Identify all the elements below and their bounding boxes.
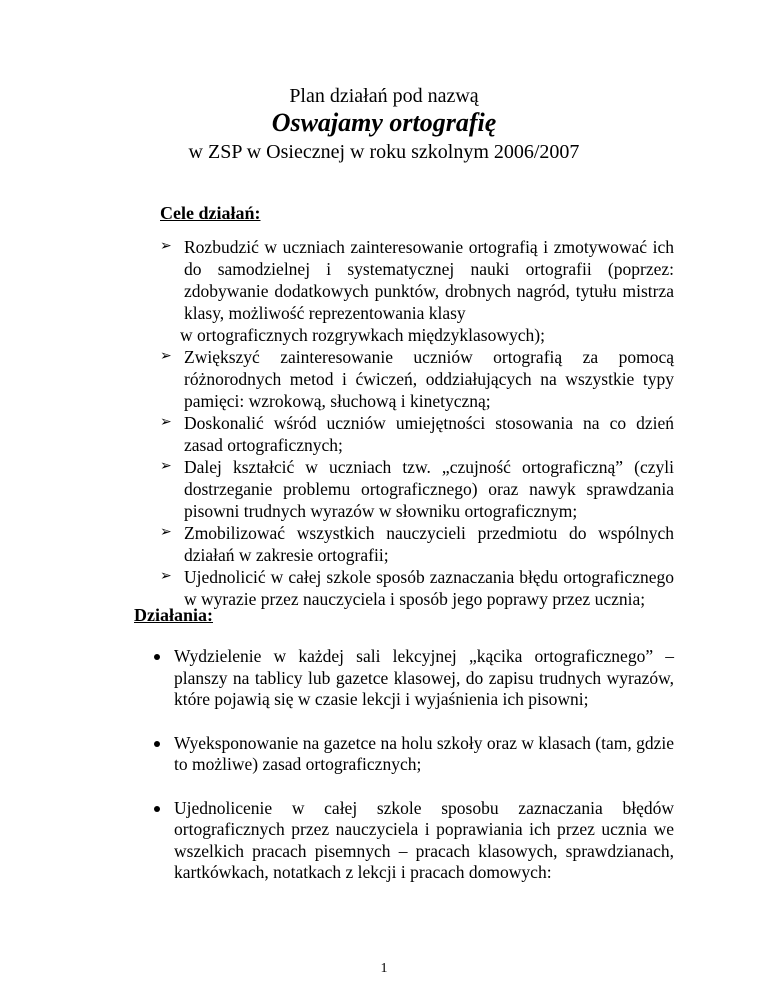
actions-list: [154, 646, 674, 906]
document-title: Oswajamy ortografię: [271, 108, 497, 137]
goal-item-text: Zmobilizować wszystkich nauczycieli przedmiotu do wspólnych działań w zakresie ortografii;: [184, 523, 674, 565]
goal-item: [160, 522, 674, 566]
goal-item-text: Rozbudzić w uczniach zainteresowanie ortografią i zmotywować ich do samodzielnej i systematycznej nauki ortografii (poprzez: zdobywanie dodatkowych punktów, drobnych nagród, tytułu mistrza klasy, możliwość reprezentowania klasy: [184, 237, 674, 323]
document-subtitle: w ZSP w Osiecznej w roku szkolnym 2006/2007: [188, 141, 580, 163]
arrow-bullet-icon: ➢: [160, 239, 172, 254]
goal-item: [160, 236, 674, 346]
goal-item-text: Dalej kształcić w uczniach tzw. „czujność ortograficzną” (czyli dostrzeganie problemu ortograficznego) oraz nawyk sprawdzania pisowni trudnych wyrazów w słowniku ortograficznym;: [184, 457, 674, 521]
action-item-text: Wyeksponowanie na gazetce na holu szkoły oraz w klasach (tam, gdzie to możliwe) zasad ortograficznych;: [174, 732, 674, 774]
goal-item: [160, 346, 674, 412]
actions-heading: Działania:: [134, 605, 213, 625]
action-item: [154, 646, 674, 711]
goal-item-text: Zwiększyć zainteresowanie uczniów ortografią za pomocą różnorodnych metod i ćwiczeń, oddziałujących na wszystkie typy pamięci: wzrokową, słuchową i kinetyczną;: [184, 347, 674, 411]
arrow-bullet-icon: ➢: [160, 349, 172, 364]
page-number: 1: [380, 961, 388, 976]
arrow-bullet-icon: ➢: [160, 525, 172, 540]
goal-item-continuation: w ortograficznych rozgrywkach międzyklasowych);: [180, 325, 545, 345]
bullet-dot-icon: [154, 654, 160, 660]
action-item: [154, 733, 674, 776]
goal-item: [160, 456, 674, 522]
arrow-bullet-icon: ➢: [160, 569, 172, 584]
action-item-text: Wydzielenie w każdej sali lekcyjnej „kącika ortograficznego” – planszy na tablicy lub gazetce klasowej, do zapisu trudnych wyrazów, które pojawią się w czasie lekcji i wyjaśnienia ich pisowni;: [174, 646, 674, 709]
goal-item: [160, 566, 674, 610]
goal-item: [160, 412, 674, 456]
arrow-bullet-icon: ➢: [160, 459, 172, 474]
bullet-dot-icon: [154, 741, 160, 747]
goals-heading: Cele działań:: [160, 203, 261, 223]
goal-item-text: Doskonalić wśród uczniów umiejętności stosowania na co dzień zasad ortograficznych;: [184, 413, 674, 455]
arrow-bullet-icon: ➢: [160, 415, 172, 430]
document-pre-title: Plan działań pod nazwą: [289, 85, 479, 107]
goals-list: [160, 236, 674, 610]
bullet-dot-icon: [154, 806, 160, 812]
action-item: [154, 798, 674, 884]
action-item-text: Ujednolicenie w całej szkole sposobu zaznaczania błędów ortograficznych przez nauczyciela i poprawiania ich przez ucznia we wszelkich pracach pisemnych – pracach klasowych, sprawdzianach, kartkówkach, notatkach z lekcji i pracach domowych:: [174, 797, 674, 882]
goal-item-text: Ujednolicić w całej szkole sposób zaznaczania błędu ortograficznego w wyrazie przez nauczyciela i sposób jego poprawy przez ucznia;: [184, 567, 674, 609]
